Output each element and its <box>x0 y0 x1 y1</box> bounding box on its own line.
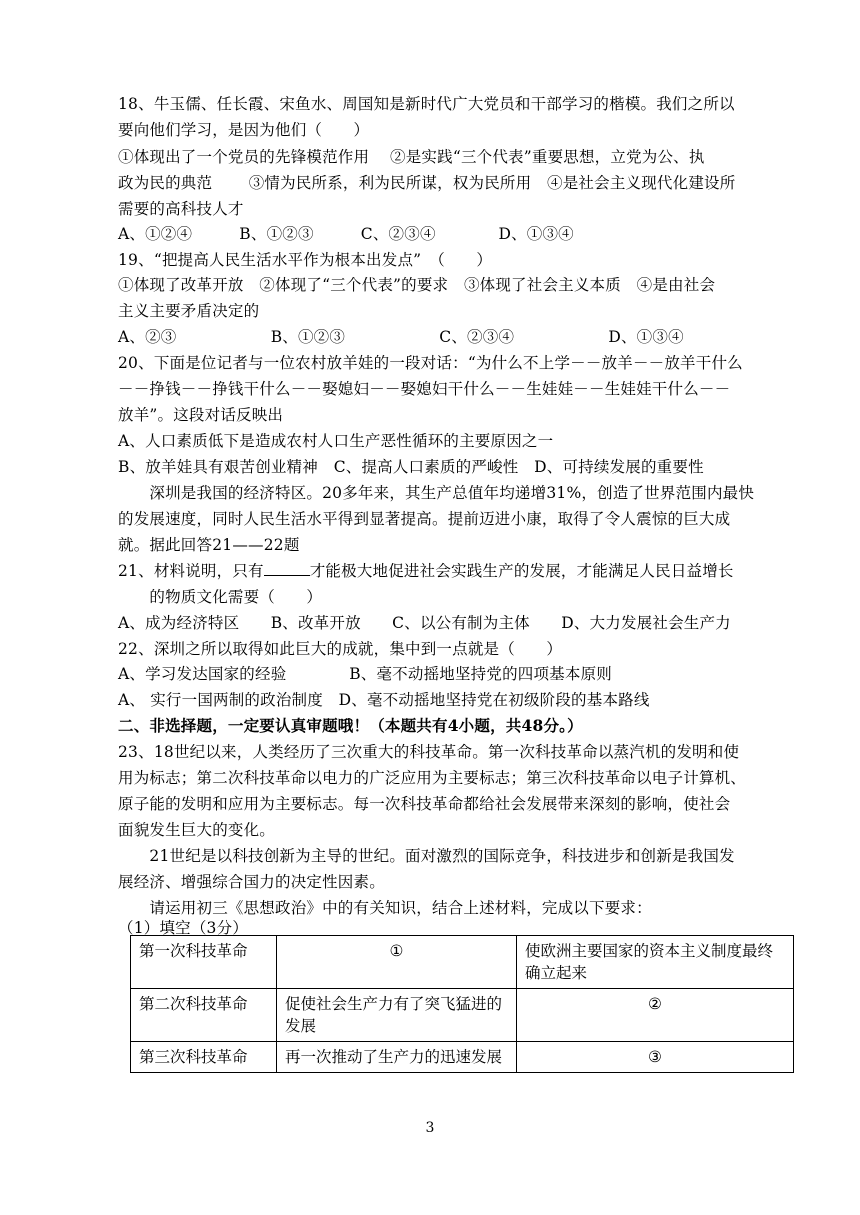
q21-prefix: 21、材料说明，只有 <box>118 562 264 580</box>
q19-line-3: 主义主要矛盾决定的 <box>118 302 260 320</box>
q22-line-1: 22、深圳之所以取得如此巨大的成就，集中到一点就是（ ） <box>118 640 563 658</box>
q21-suffix: 才能极大地促进社会实践生产的发展，才能满足人民日益增长 <box>309 562 734 580</box>
q18-line-1: 18、牛玉儒、任长霞、宋鱼水、周国知是新时代广大党员和干部学习的楷模。我们之所以 <box>118 95 735 113</box>
q23-line-2: 用为标志；第二次科技革命以电力的广泛应用为主要标志；第三次科技革命以电子计算机、 <box>118 769 747 787</box>
q19-line-2: ①体现了改革开放 ②体现了“三个代表”的要求 ③体现了社会主义本质 ④是由社会 <box>118 276 716 294</box>
q23-line-6: 展经济、增强综合国力的决定性因素。 <box>118 873 385 891</box>
q22-options-ab: A、学习发达国家的经验 B、毫不动摇地坚持党的四项基本原则 <box>118 665 612 683</box>
table-row <box>131 936 794 989</box>
q19-options: A、②③ B、①②③ C、②③④ D、①③④ <box>118 328 684 346</box>
q23-part1-label: （1）填空（3分） <box>118 919 249 937</box>
q21-line-1 <box>118 561 734 581</box>
table-cell: 第二次科技革命 <box>131 989 277 1042</box>
q18-options: A、①②④ B、①②③ C、②③④ D、①③④ <box>118 225 574 243</box>
section-heading: 二、非选择题，一定要认真审题哦！（本题共有4小题，共48分。） <box>118 716 583 735</box>
q20-option-a: A、人口素质低下是造成农村人口生产恶性循环的主要原因之一 <box>118 432 554 450</box>
q23-line-1: 23、18世纪以来，人类经历了三次重大的科技革命。第一次科技革命以蒸汽机的发明和使 <box>118 743 740 761</box>
page-number: 3 <box>425 1120 435 1136</box>
q23-line-7: 请运用初三《思想政治》中的有关知识，结合上述材料，完成以下要求： <box>118 899 652 917</box>
passage-line-3: 就。据此回答21——22题 <box>118 536 300 554</box>
table-cell: ② <box>517 989 794 1042</box>
q19-line-1: 19、“把提高人民生活水平作为根本出发点” （ ） <box>118 251 493 269</box>
table-cell: ③ <box>517 1042 794 1073</box>
q21-line-2: 的物质文化需要（ ） <box>118 588 323 606</box>
table-cell: 促使社会生产力有了突飞猛进的发展 <box>277 989 517 1042</box>
q18-line-4: 政为民的典范 ③情为民所系，利为民所谋，权为民所用 ④是社会主义现代化建设所 <box>118 174 736 192</box>
answer-blank <box>264 561 310 576</box>
q18-line-3: ①体现出了一个党员的先锋模范作用 ②是实践“三个代表”重要思想，立党为公、执 <box>118 148 705 166</box>
table-cell: 再一次推动了生产力的迅速发展 <box>277 1042 517 1073</box>
q23-line-3: 原子能的发明和应用为主要标志。每一次科技革命都给社会发展带来深刻的影响，使社会 <box>118 795 731 813</box>
q20-line-1: 20、下面是位记者与一位农村放羊娃的一段对话：“为什么不上学－－放羊－－放羊干什么 <box>118 354 743 372</box>
q20-line-2: －－挣钱－－挣钱干什么－－娶媳妇－－娶媳妇干什么－－生娃娃－－生娃娃干什么－－ <box>118 380 731 398</box>
table-cell: 使欧洲主要国家的资本主义制度最终确立起来 <box>517 936 794 989</box>
passage-line-2: 的发展速度，同时人民生活水平得到显著提高。提前迈进小康，取得了令人震惊的巨大成 <box>118 510 731 528</box>
table-row <box>131 1042 794 1073</box>
q20-options-bcd: B、放羊娃具有艰苦创业精神 C、提高人口素质的严峻性 D、可持续发展的重要性 <box>118 458 704 476</box>
fill-in-table <box>130 935 794 1073</box>
q18-line-5: 需要的高科技人才 <box>118 200 244 218</box>
table-cell: 第一次科技革命 <box>131 936 277 989</box>
passage-line-1: 深圳是我国的经济特区。20多年来，其生产总值年均递增31%，创造了世界范围内最快 <box>118 484 755 502</box>
q22-options-cd: A、 实行一国两制的政治制度 D、毫不动摇地坚持党在初级阶段的基本路线 <box>118 691 650 709</box>
table-row <box>131 989 794 1042</box>
q18-line-2: 要向他们学习，是因为他们（ ） <box>118 121 370 139</box>
table-cell: 第三次科技革命 <box>131 1042 277 1073</box>
q23-line-5: 21世纪是以科技创新为主导的世纪。面对激烈的国际竞争，科技进步和创新是我国发 <box>118 847 735 865</box>
q20-line-3: 放羊”。这段对话反映出 <box>118 406 284 424</box>
q21-options: A、成为经济特区 B、改革开放 C、以公有制为主体 D、大力发展社会生产力 <box>118 614 731 632</box>
q23-line-4: 面貌发生巨大的变化。 <box>118 821 276 839</box>
table-cell: ① <box>277 936 517 989</box>
